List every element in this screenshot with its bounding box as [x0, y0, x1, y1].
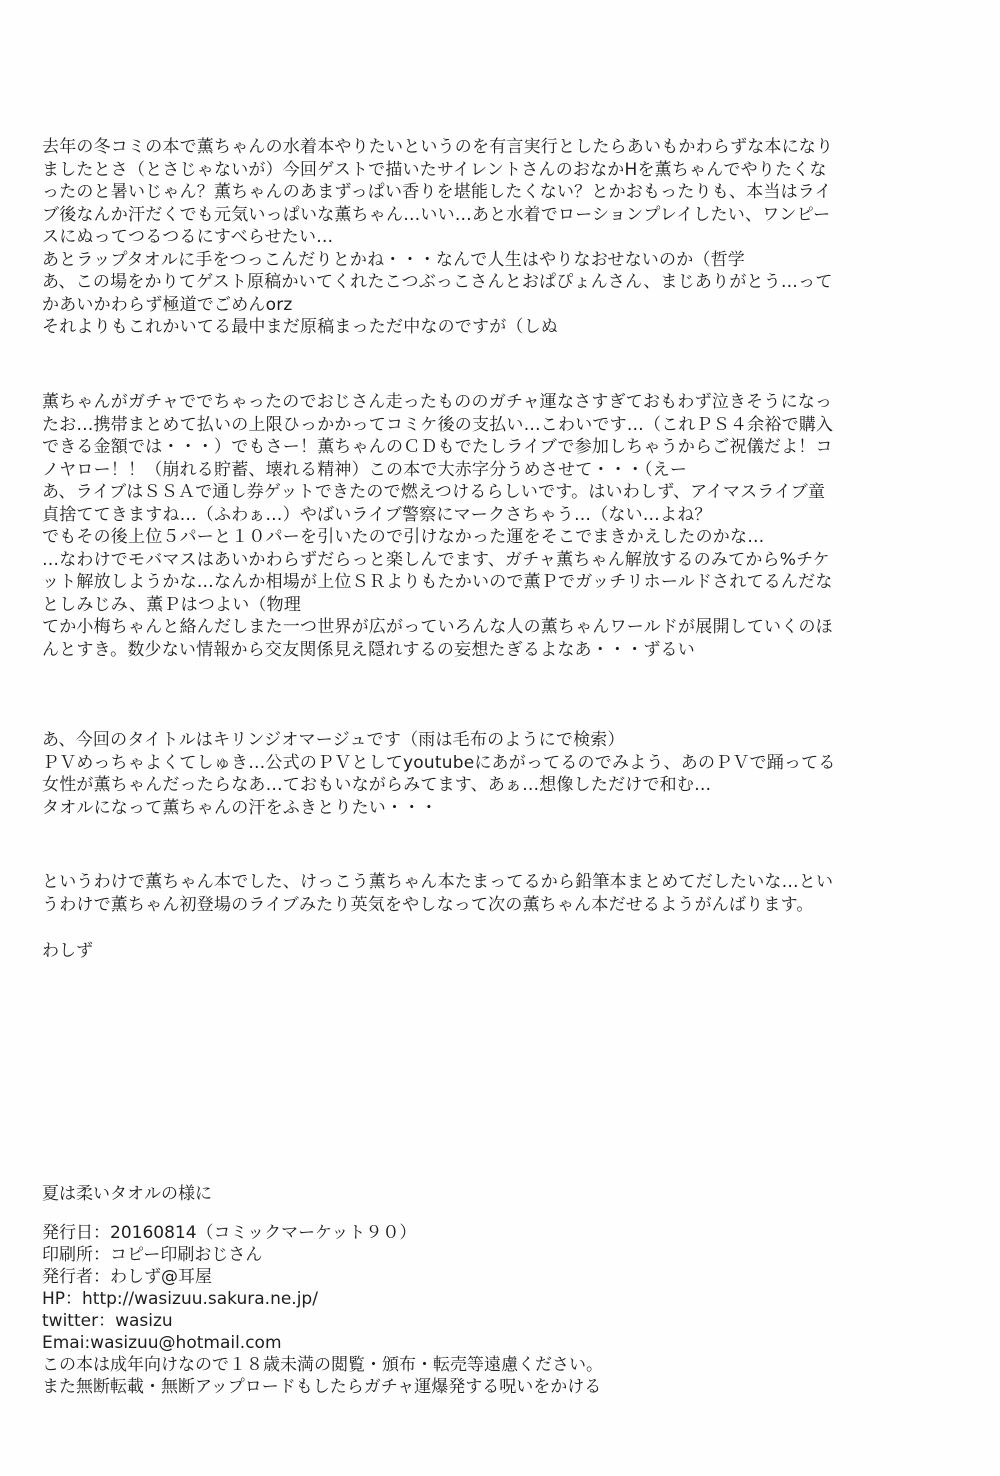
book-title: 夏は柔いタオルの様に	[42, 1184, 212, 1204]
text-line: ット解放しようかな…なんか相場が上位ＳＲよりもたかいので薫Ｐでガッチリホールドされてるんだな	[42, 572, 833, 592]
text-line: ブ後なんか汗だくでも元気いっぱいな薫ちゃん…いい…あと水着でローションプレイしたい、ワンピー	[42, 204, 831, 225]
text-line: 女性が薫ちゃんだったらなあ…ておもいながらみてます、あぁ…想像しただけで和む…	[42, 775, 712, 795]
afterword-paragraph-2	[42, 391, 833, 661]
text-line: でもその後上位５パーと１０パーを引いたので引けなかった運をそこでまきかえしたのかな…	[42, 527, 765, 547]
text-line: 去年の冬コミの本で薫ちゃんの水着本やりたいというのを有言実行としたらあいもかわらずな本になり	[42, 137, 834, 157]
text-line: うわけで薫ちゃん初登場のライブみたり英気をやしなって次の薫ちゃん本だせるようがんばります。	[42, 894, 814, 915]
printer: 印刷所：コピー印刷おじさん	[42, 1245, 263, 1265]
text-line: それよりもこれかいてる最中まだ原稿まっただ中なのですが（しぬ	[42, 317, 558, 337]
text-line: できる金額では・・・）でもさー！薫ちゃんのＣＤもでたしライブで参加しちゃうからご祝儀だよ！コ	[42, 437, 833, 457]
afterword-paragraph-4	[42, 871, 833, 916]
text-line: あ、この場をかりてゲスト原稿かいてくれたこつぶっこさんとおぱぴょんさん、まじありがとう…って	[42, 272, 833, 292]
text-line: としみじみ、薫Ｐはつよい（物理	[42, 594, 302, 615]
text-line: ＰＶめっちゃよくてしゅき…公式のＰＶとしてyoutubeにあがってるのでみよう、あのＰＶで踊ってる	[42, 752, 836, 773]
text-line: てか小梅ちゃんと絡んだしまた一つ世界が広がっていろんな人の薫ちゃんワールドが展開していくのほ	[42, 617, 833, 637]
text-line: タオルになって薫ちゃんの汗をふきとりたい・・・	[42, 797, 438, 818]
text-line: んとすき。数少ない情報から交友関係見え隠れするの妄想たぎるよなあ・・・ずるい	[42, 639, 695, 660]
colophon	[42, 1183, 742, 1398]
afterword-paragraph-3	[42, 729, 836, 819]
age-restriction-notice: この本は成年向けなので１８歳未満の閲覧・頒布・転売等遠慮ください。	[42, 1355, 603, 1375]
text-line: スにぬってつるつるにすべらせたい…	[42, 227, 334, 247]
text-line: かあいかわらず極道でごめんorz	[42, 294, 293, 315]
homepage-url: HP：http://wasizuu.sakura.ne.jp/	[42, 1289, 318, 1309]
text-line: たお…携帯まとめて払いの上限ひっかかってコミケ後の支払い…こわいです…（これＰＳ４余裕で購入	[42, 414, 834, 435]
email-address: Emai:wasizuu@hotmail.com	[42, 1333, 282, 1353]
publication-date: 発行日：20160814（コミックマーケット９０）	[42, 1223, 417, 1243]
text-line: 貞捨ててきますね…（ふわぁ…）やばいライブ警察にマークさちゃう…（ない…よね？	[42, 504, 712, 525]
afterword-paragraph-1	[42, 136, 833, 339]
text-line: ノヤロー！！（崩れる貯蓄、壊れる精神）この本で大赤字分うめさせて・・・（えー	[42, 459, 688, 480]
text-line: 薫ちゃんがガチャででちゃったのでおじさん走ったもののガチャ運なさすぎておもわず泣きそうになっ	[42, 392, 833, 412]
publisher: 発行者：わしず@耳屋	[42, 1267, 212, 1287]
text-line: …なわけでモバマスはあいかわらずだらっと楽しんでます、ガチャ薫ちゃん解放するのみてから%チケ	[42, 549, 830, 570]
text-line: あ、今回のタイトルはキリンジオマージュです（雨は毛布のようにで検索）	[42, 730, 625, 750]
text-line: あ、ライブはＳＳＡで通し券ゲットできたので燃えつけるらしいです。はいわしず、アイマスライブ童	[42, 482, 826, 502]
text-line: ましたとさ（とさじゃないが）今回ゲストで描いたサイレントさんのおなかHを薫ちゃんでやりたくな	[42, 159, 827, 180]
text-line: ったのと暑いじゃん？薫ちゃんのあまずっぱい香りを堪能したくない？とかおもったりも、本当はライ	[42, 182, 832, 202]
text-line: あとラップタオルに手をつっこんだりとかね・・・なんで人生はやりなおせないのか（哲学	[42, 249, 745, 270]
no-repost-notice: また無断転載・無断アップロードもしたらガチャ運爆発する呪いをかける	[42, 1377, 602, 1397]
twitter-handle: twitter：wasizu	[42, 1311, 173, 1331]
text-line: というわけで薫ちゃん本でした、けっこう薫ちゃん本たまってるから鉛筆本まとめてだしたいな…とい	[42, 872, 834, 892]
author-signature: わしず	[42, 941, 93, 961]
